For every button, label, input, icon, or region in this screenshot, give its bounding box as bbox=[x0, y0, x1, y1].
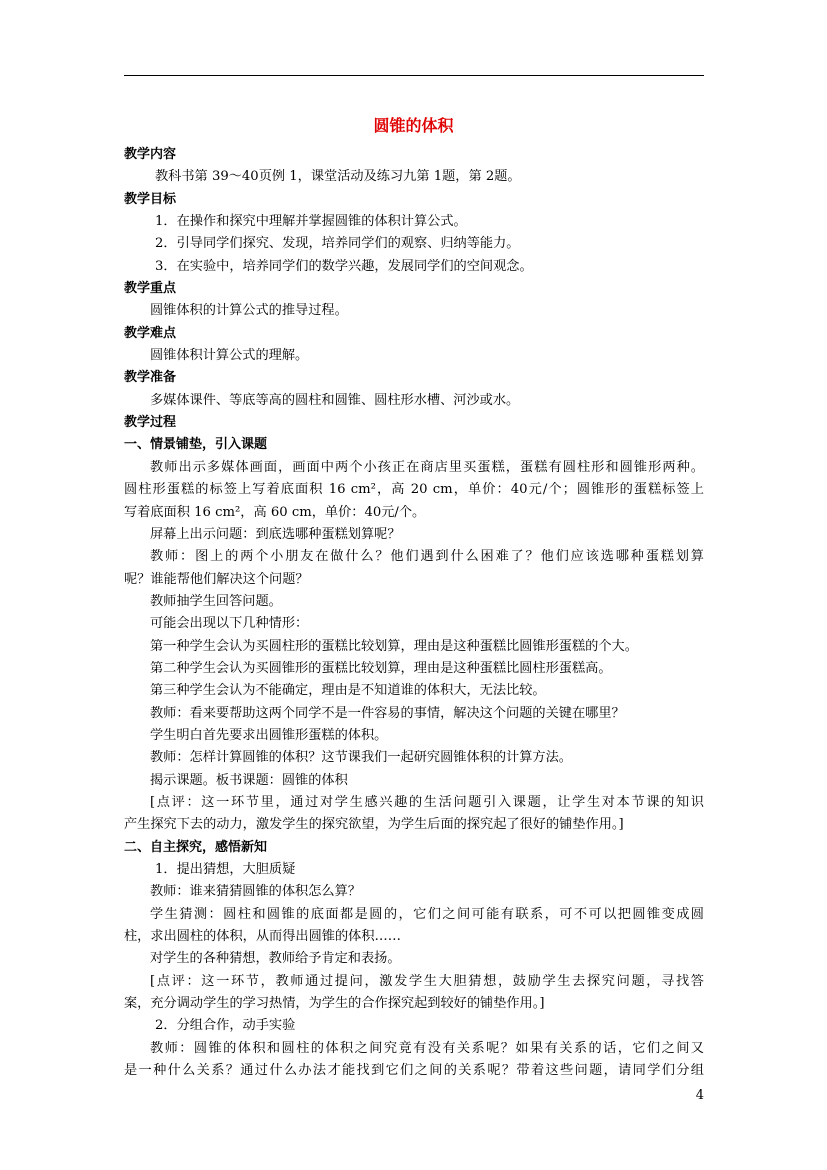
text-line: 教科书第 39～40页例 1，课堂活动及练习九第 1题，第 2题。 bbox=[155, 169, 521, 185]
section-heading: 一、情景铺垫，引入课题 bbox=[124, 437, 268, 453]
text-line: 1．在操作和探究中理解并掌握圆锥的体积计算公式。 bbox=[155, 214, 467, 230]
text-line: 教师：怎样计算圆锥的体积？这节课我们一起研究圆锥体积的计算方法。 bbox=[150, 750, 572, 766]
section-heading: 教学内容 bbox=[124, 147, 177, 162]
header-rule bbox=[124, 75, 704, 76]
text-line: 3．在实验中，培养同学们的数学兴趣，发展同学们的空间观念。 bbox=[155, 258, 533, 274]
text-line: [点评：这一环节里，通过对学生感兴趣的生活问题引入课题，让学生对本节课的知识 bbox=[150, 794, 704, 810]
text-line: 呢？谁能帮他们解决这个问题？ bbox=[124, 571, 309, 587]
section-heading: 教学难点 bbox=[124, 325, 177, 341]
section-heading: 教学准备 bbox=[124, 370, 177, 386]
section-heading: 教学重点 bbox=[124, 281, 177, 297]
text-line: 圆锥体积的计算公式的推导过程。 bbox=[150, 303, 348, 319]
text-line: 教师：图上的两个小朋友在做什么？他们遇到什么困难了？他们应该选哪种蛋糕划算 bbox=[150, 549, 704, 565]
text-line: 教师抽学生回答问题。 bbox=[150, 593, 282, 609]
text-line: 屏幕上出示问题：到底选哪种蛋糕划算呢？ bbox=[150, 526, 401, 542]
text-line: 教师：看来要帮助这两个同学不是一件容易的事情，解决这个问题的关键在哪里？ bbox=[150, 705, 625, 721]
text-line: 可能会出现以下几种情形： bbox=[150, 616, 309, 632]
text-line: 圆锥体积计算公式的理解。 bbox=[150, 348, 309, 364]
text-line: 教师：圆锥的体积和圆柱的体积之间究竟有没有关系呢？如果有关系的话，它们之间又 bbox=[150, 1040, 704, 1056]
text-line: 揭示课题。板书课题：圆锥的体积 bbox=[150, 772, 348, 788]
text-line: 柱，求出圆柱的体积，从而得出圆锥的体积…… bbox=[124, 929, 401, 945]
text-line: 学生猜测：圆柱和圆锥的底面都是圆的，它们之间可能有联系，可不可以把圆锥变成圆 bbox=[150, 906, 704, 922]
text-line: 教师：谁来猜猜圆锥的体积怎么算？ bbox=[150, 884, 361, 900]
document-body bbox=[124, 144, 704, 1082]
text-line: 多媒体课件、等底等高的圆柱和圆锥、圆柱形水槽、河沙或水。 bbox=[150, 392, 520, 408]
text-line: [点评：这一环节，教师通过提问，激发学生大胆猜想，鼓励学生去探究问题，寻找答 bbox=[150, 973, 704, 989]
section-heading: 教学过程 bbox=[124, 415, 177, 431]
text-line: 2．引导同学们探究、发现，培养同学们的观察、归纳等能力。 bbox=[155, 236, 520, 252]
text-line: 圆柱形蛋糕的标签上写着底面积 16 cm²，高 20 cm，单价：40元/个；圆锥形的蛋糕标签上 bbox=[124, 482, 704, 498]
text-line: 2．分组合作，动手实验 bbox=[155, 1018, 296, 1034]
page-number: 4 bbox=[695, 1088, 704, 1103]
text-line: 是一种什么关系？通过什么办法才能找到它们之间的关系呢？带着这些问题，请同学们分组 bbox=[124, 1063, 704, 1079]
section-heading: 教学目标 bbox=[124, 191, 177, 207]
document-title: 圆锥的体积 bbox=[373, 116, 454, 135]
text-line: 对学生的各种猜想，教师给予肯定和表扬。 bbox=[150, 951, 401, 967]
section-heading: 二、自主探究，感悟新知 bbox=[124, 839, 268, 855]
text-line: 产生探究下去的动力，激发学生的探究欲望，为学生后面的探究起了很好的铺垫作用。] bbox=[124, 817, 624, 833]
text-line: 案，充分调动学生的学习热情，为学生的合作探究起到较好的铺垫作用。] bbox=[124, 996, 545, 1012]
text-line: 写着底面积 16 cm²，高 60 cm，单价：40元/个。 bbox=[124, 504, 426, 520]
text-line: 第一种学生会认为买圆柱形的蛋糕比较划算，理由是这种蛋糕比圆锥形蛋糕的个大。 bbox=[150, 638, 638, 654]
text-line: 教师出示多媒体画面，画面中两个小孩正在商店里买蛋糕，蛋糕有圆柱形和圆锥形两种。 bbox=[150, 459, 704, 475]
text-line: 第三种学生会认为不能确定，理由是不知道谁的体积大，无法比较。 bbox=[150, 683, 546, 699]
text-line: 学生明白首先要求出圆锥形蛋糕的体积。 bbox=[150, 727, 388, 743]
text-line: 第二种学生会认为买圆锥形的蛋糕比较划算，理由是这种蛋糕比圆柱形蛋糕高。 bbox=[150, 660, 612, 676]
text-line: 1．提出猜想，大胆质疑 bbox=[155, 862, 296, 877]
